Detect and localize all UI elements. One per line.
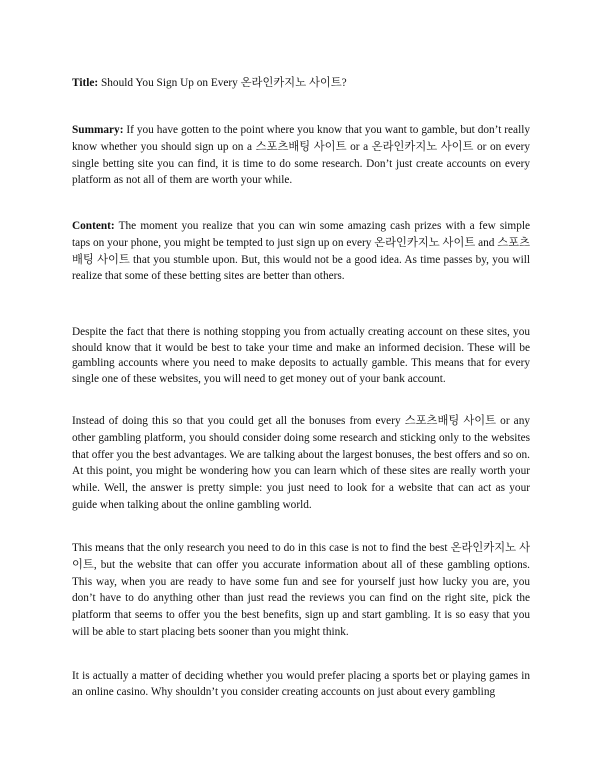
title-line (72, 76, 530, 92)
summary-text: If you have gotten to the point where you know that you want to gamble, but don’t really know whether you should sign up on a 스포츠배팅 사이트 or a 온라인카지노 사이트 or on every single betting site you can find, it is time to do some research. Don’t just create accounts on every platform as not all of them are worth your while. (72, 124, 530, 187)
content-paragraph (72, 218, 530, 285)
body-paragraph-4: It is actually a matter of deciding whether you would prefer placing a sports bet or playing games in an online casino. Why shouldn’t you consider creating accounts on just about every gambling (72, 670, 530, 698)
body-paragraph-3: This means that the only research you need to do in this case is not to find the best 온라인카지노 사이트, but the website that can offer you accurate information about all of these gambling options. This way, when you are ready to have some fun and see for yourself just how lucky you are, you don’t have to do anything other than just read the reviews you can find on the right site, pick the platform that seems to offer you the best benefits, sign up and start gambling. It is so easy that you will be able to start placing bets sooner than you might think. (72, 542, 530, 638)
body-paragraph-2: Instead of doing this so that you could get all the bonuses from every 스포츠배팅 사이트 or any other gambling platform, you should consider doing some research and sticking only to the websites that offer you the best advantages. We are talking about the largest bonuses, the best offers and so on. At this point, you might be wondering how you can learn which of these sites are really worth your while. Well, the answer is pretty simple: you just need to look for a website that can act as your guide when talking about the online gambling world. (72, 415, 530, 511)
content-label: Content: (72, 220, 115, 232)
body-paragraph-1: Despite the fact that there is nothing stopping you from actually creating account on these sites, you should know that it would be best to take your time and make an informed decision. These will be gambling accounts where you need to make deposits to actually gamble. This means that for every single one of these websites, you will need to get money out of your bank account. (72, 326, 530, 385)
summary-paragraph (72, 122, 530, 189)
title-text: Should You Sign Up on Every 온라인카지노 사이트? (100, 77, 347, 89)
title-label: Title: (72, 77, 99, 89)
content-text: The moment you realize that you can win some amazing cash prizes with a few simple taps on your phone, you might be tempted to just sign up on every 온라인카지노 사이트 and 스포츠배팅 사이트 that you stumble upon. But, this would not be a good idea. As time passes by, you will realize that some of these betting sites are better than others. (72, 220, 531, 283)
summary-label: Summary: (72, 124, 124, 136)
